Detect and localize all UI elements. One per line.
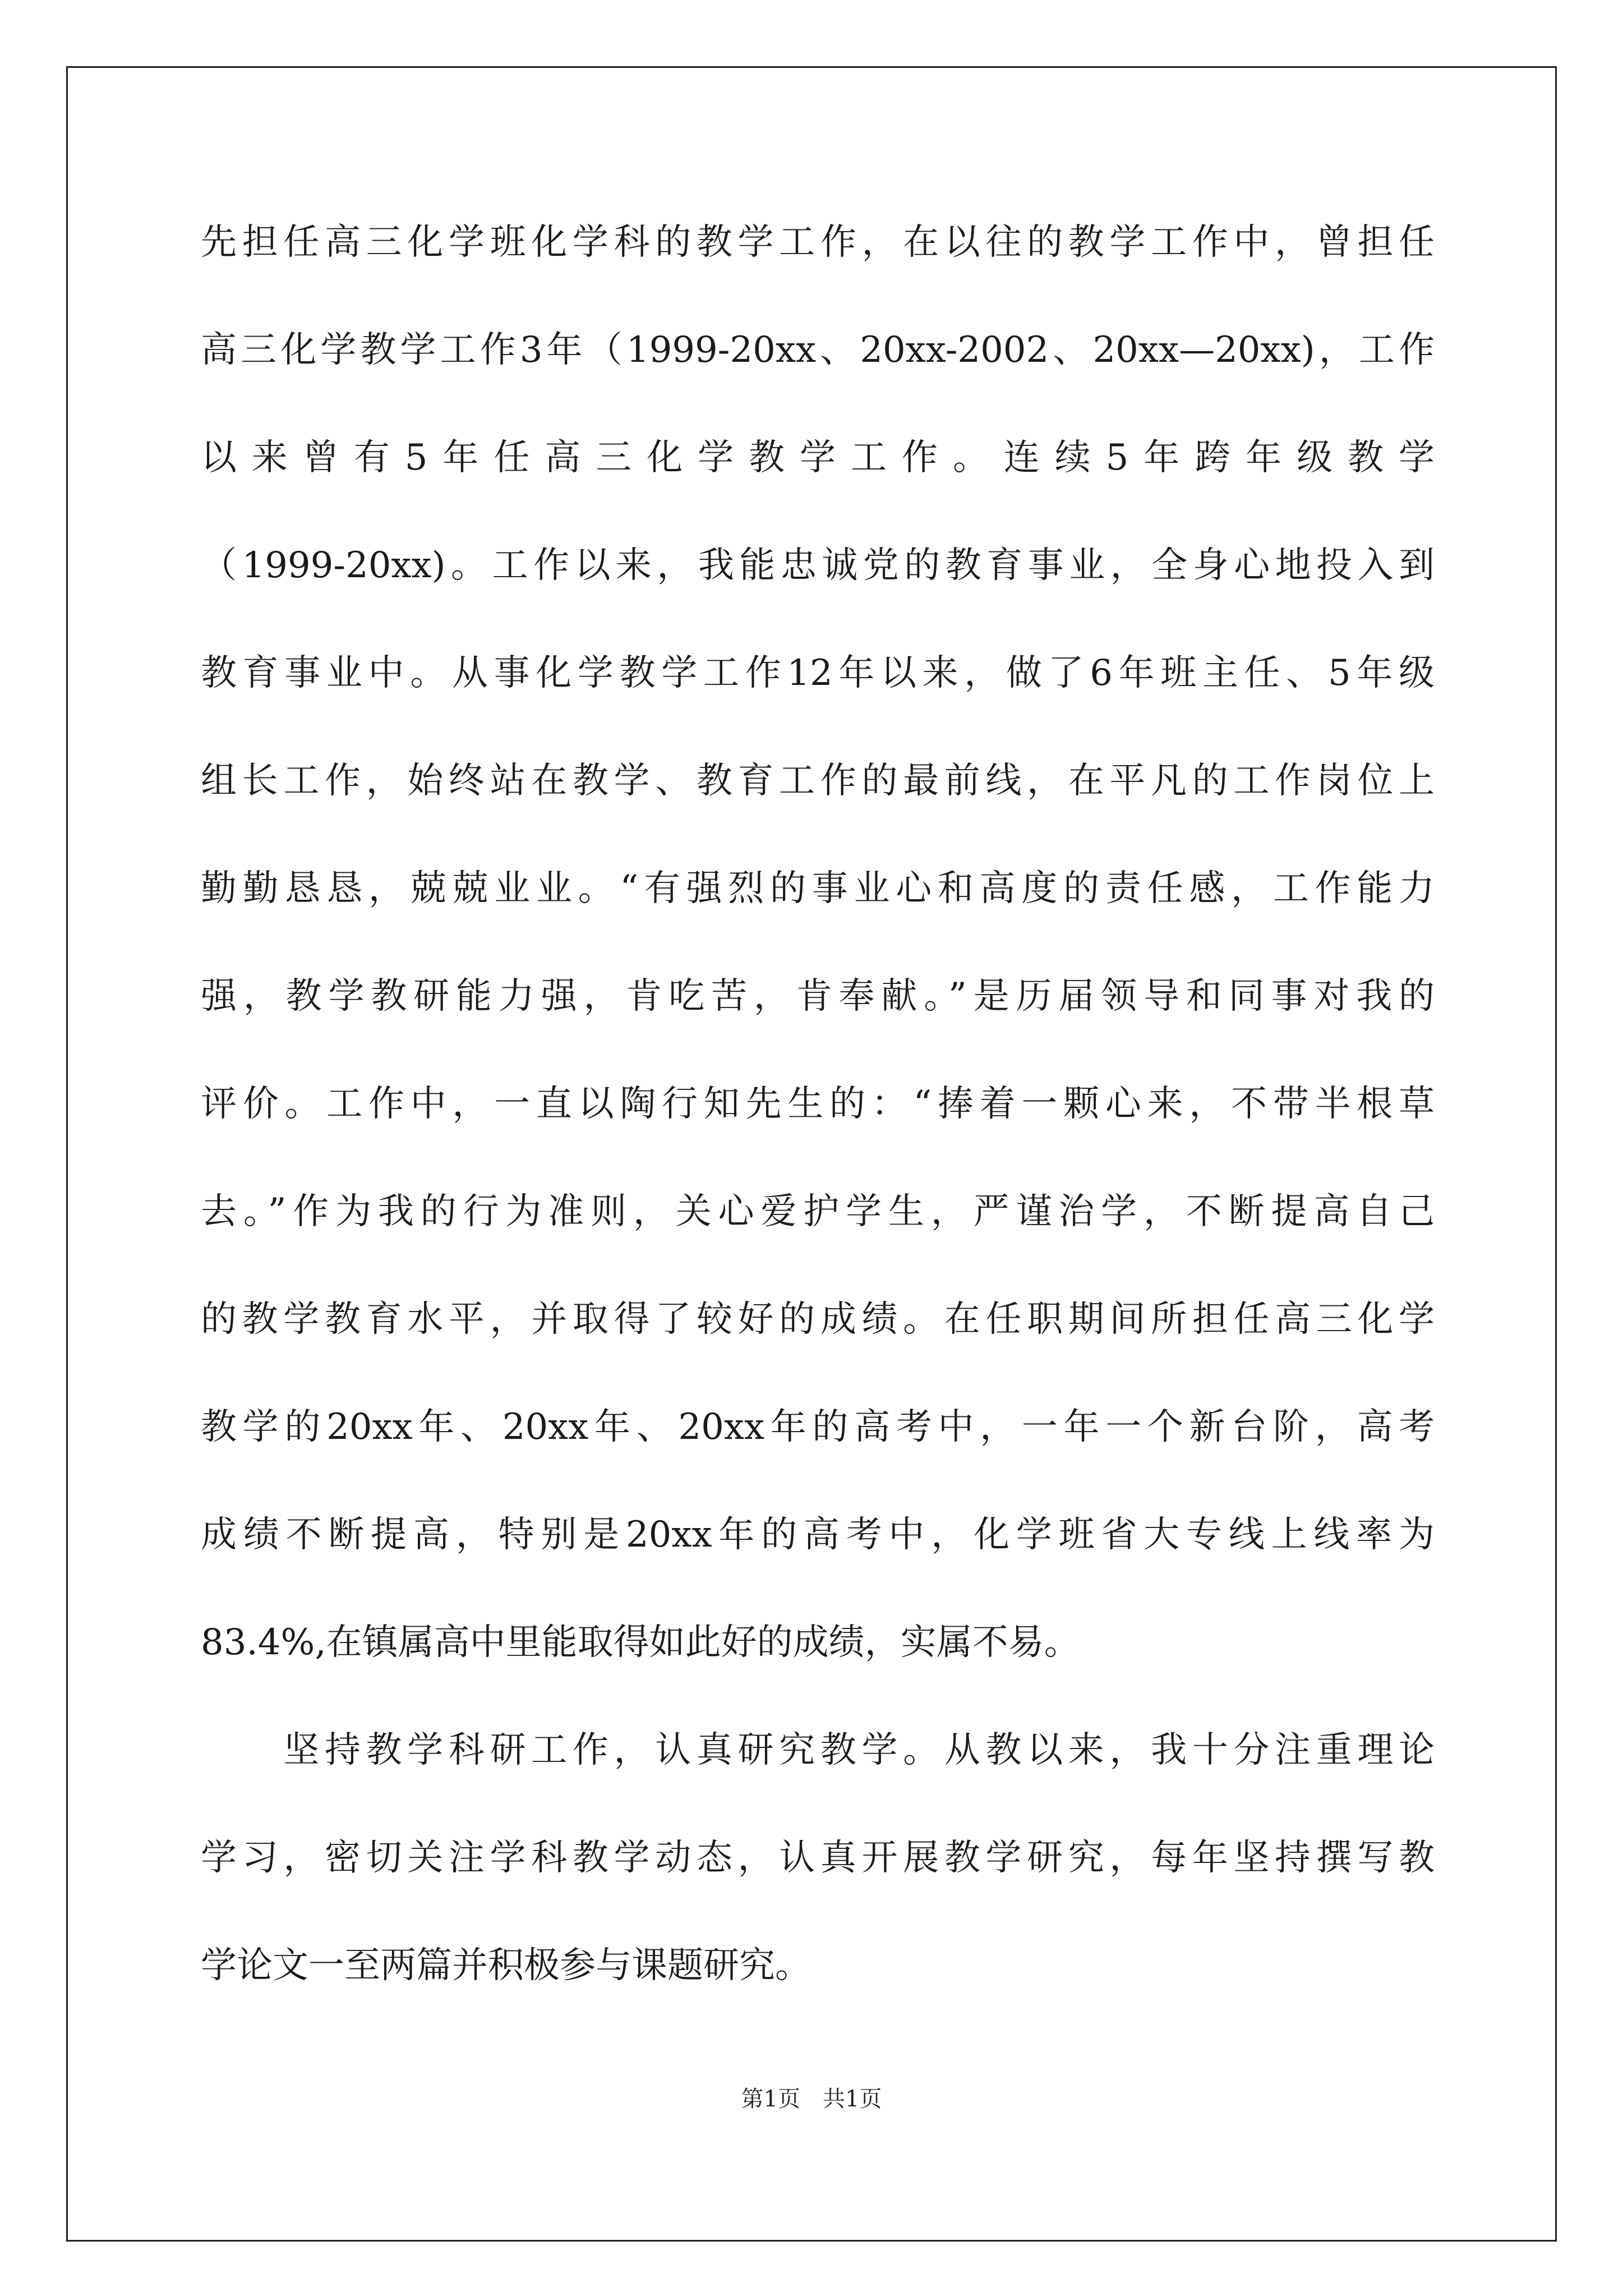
- text-line: 教育事业中。从事化学教学工作12年以来，做了6年班主任、5年级: [201, 652, 1435, 694]
- text-line: 高三化学教学工作3年（1999-20xx、20xx-2002、20xx—20xx)，工作: [201, 329, 1435, 371]
- text-line: 评价。工作中，一直以陶行知先生的：“捧着一颗心来，不带半根草: [201, 1083, 1435, 1125]
- text-line: 成绩不断提高，特别是20xx年的高考中，化学班省大专线上线率为: [201, 1514, 1435, 1556]
- text-line: （1999-20xx)。工作以来，我能忠诚党的教育事业，全身心地投入到: [201, 545, 1435, 586]
- document-body: [201, 206, 1435, 2037]
- text-line: 先担任高三化学班化学科的教学工作，在以往的教学工作中，曾担任: [201, 222, 1435, 263]
- text-line: 去。”作为我的行为准则，关心爱护学生，严谨治学，不断提高自己: [201, 1191, 1435, 1232]
- text-line: 学习，密切关注学科教学动态，认真开展教学研究，每年坚持撰写教: [201, 1837, 1435, 1879]
- text-line: 学论文一至两篇并积极参与课题研究。: [201, 1945, 811, 1986]
- text-line: 的教学教育水平，并取得了较好的成绩。在任职期间所担任高三化学: [201, 1299, 1435, 1340]
- text-line: 以来曾有5年任高三化学教学工作。连续5年跨年级教学: [201, 437, 1435, 478]
- text-line: 教学的20xx年、20xx年、20xx年的高考中，一年一个新台阶，高考: [201, 1406, 1435, 1448]
- text-line: 83.4%,在镇属高中里能取得如此好的成绩，实属不易。: [201, 1622, 1080, 1663]
- text-line: 勤勤恳恳，兢兢业业。“有强烈的事业心和高度的责任感，工作能力: [201, 868, 1435, 909]
- text-line: 强，教学教研能力强，肯吃苦，肯奉献。”是历届领导和同事对我的: [201, 976, 1435, 1017]
- page-number-footer: 第1页 共1页: [741, 2086, 882, 2112]
- text-line: 坚持教学科研工作，认真研究教学。从教以来，我十分注重理论: [201, 1729, 1435, 1771]
- text-line: 组长工作，始终站在教学、教育工作的最前线，在平凡的工作岗位上: [201, 760, 1435, 802]
